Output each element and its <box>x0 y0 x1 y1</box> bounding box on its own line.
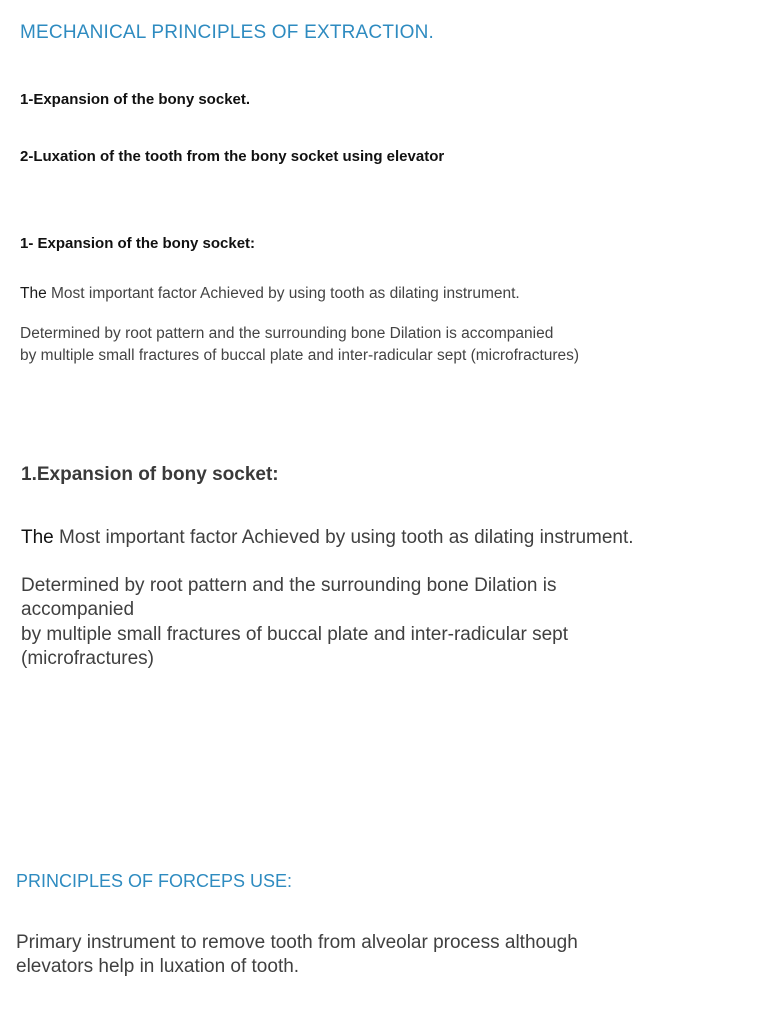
forceps-heading: PRINCIPLES OF FORCEPS USE: <box>16 871 293 891</box>
large-line-1-lead: The <box>21 527 54 548</box>
small-paragraph-line-3: by multiple small fractures of buccal plate and inter-radicular sept (microfractures) <box>20 347 580 364</box>
small-paragraph-line-1 <box>20 283 520 305</box>
forceps-line-2: elevators help in luxation of tooth. <box>16 956 300 977</box>
large-paragraph-line-3: accompanied <box>21 599 135 620</box>
small-line-1-lead: The <box>20 285 47 302</box>
forceps-line-1: Primary instrument to remove tooth from alveolar process although <box>16 932 578 953</box>
small-line-1-rest: Most important factor Achieved by using tooth as dilating instrument. <box>46 285 520 302</box>
large-paragraph-line-1 <box>21 526 634 550</box>
large-line-1-rest: Most important factor Achieved by using tooth as dilating instrument. <box>53 527 634 548</box>
small-paragraph-line-2: Determined by root pattern and the surrounding bone Dilation is accompanied <box>20 325 554 342</box>
large-paragraph-line-5: (microfractures) <box>21 648 155 669</box>
large-paragraph-line-4: by multiple small fractures of buccal plate and inter-radicular sept <box>21 624 569 645</box>
section-heading-small: 1- Expansion of the bony socket: <box>20 235 256 252</box>
point-luxation: 2-Luxation of the tooth from the bony socket using elevator <box>20 148 445 165</box>
section-heading-large: 1.Expansion of bony socket: <box>21 464 279 485</box>
document-title: MECHANICAL PRINCIPLES OF EXTRACTION. <box>20 22 435 43</box>
large-paragraph-line-2: Determined by root pattern and the surrounding bone Dilation is <box>21 575 557 596</box>
point-expansion: 1-Expansion of the bony socket. <box>20 91 251 108</box>
